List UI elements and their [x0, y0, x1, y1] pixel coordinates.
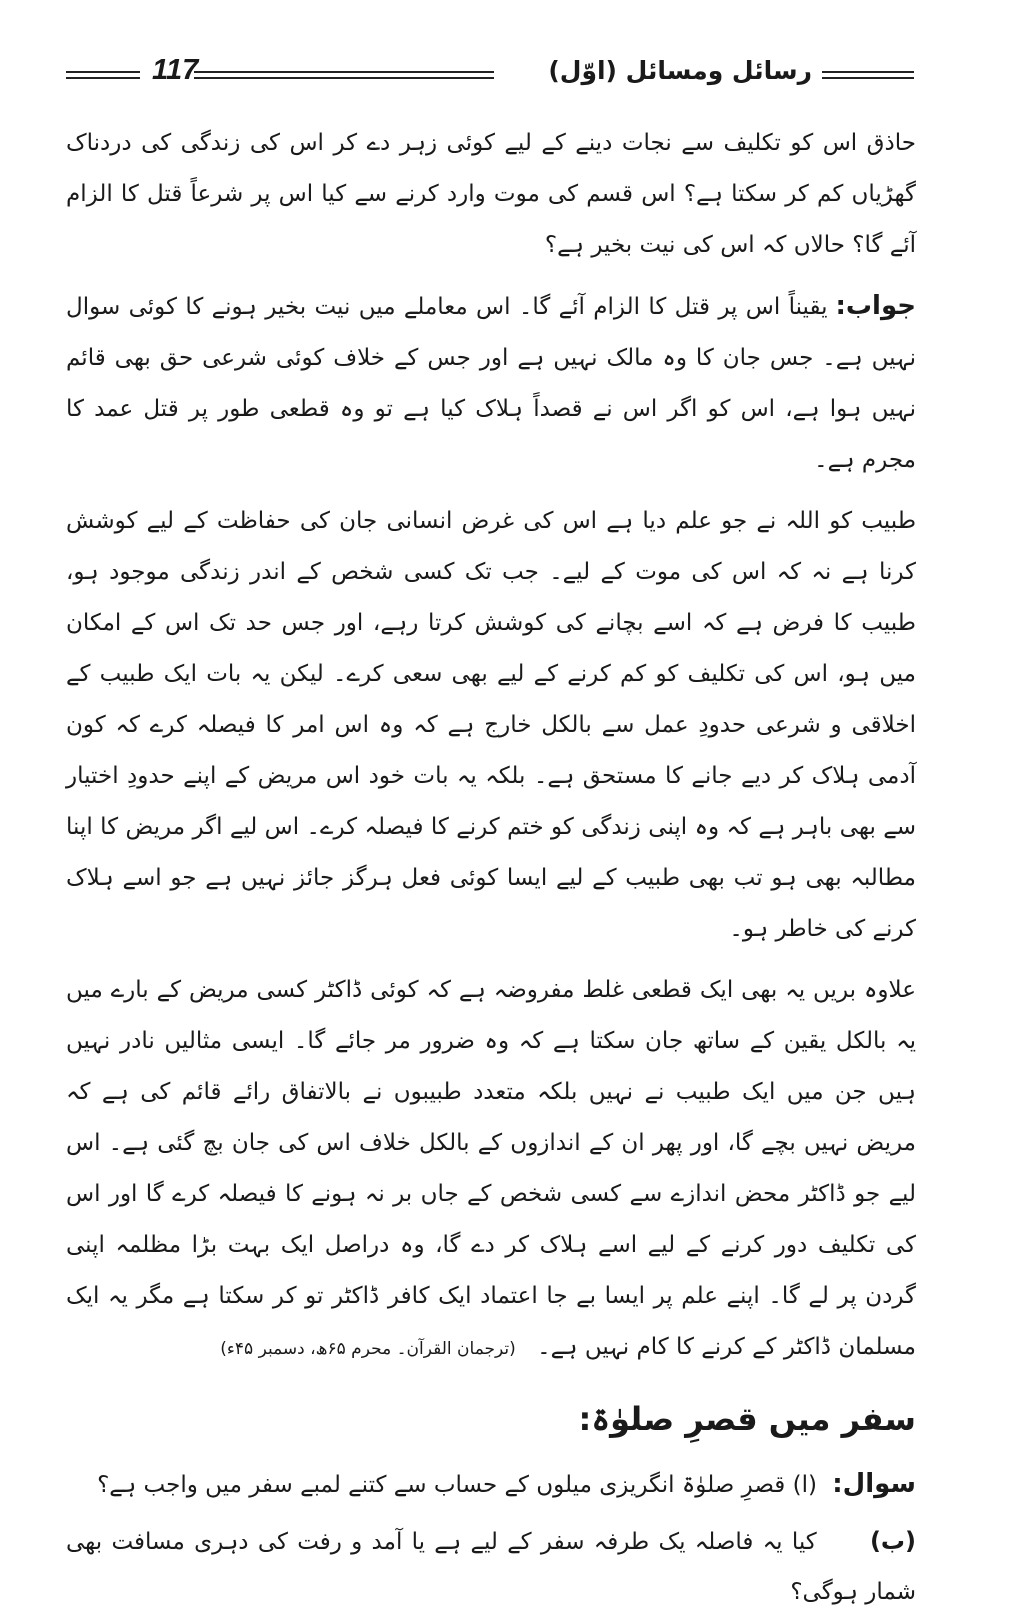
question-a-text: قصرِ صلوٰۃ انگریزی میلوں کے حساب سے کتنے لمبے سفر میں واجب ہے؟ [97, 1472, 786, 1498]
question-part-b [66, 1516, 916, 1617]
paragraph-certainty-text: علاوہ بریں یہ بھی ایک قطعی غلط مفروضہ ہے کہ کوئی ڈاکٹر کسی مریض کے بارے میں یہ بالکل یقین کے ساتھ جان سکتا ہے کہ وہ ضرور مر جائے گا۔ ایسی مثالیں نادر نہیں ہیں جن میں ایک طبیب نے نہیں بلکہ متعدد طبیبوں نے بالاتفاق رائے قائم کی ہے کہ مریض نہیں بچے گا، اور پھر ان کے اندازوں کے بالکل خلاف اس کی جان بچ گئی ہے۔ اس لیے جو ڈاکٹر محض اندازے سے کسی شخص کے جاں بر نہ ہونے کا فیصلہ کرے گا اور اس کی تکلیف دور کرنے کے لیے اسے ہلاک کر دے گا، وہ دراصل ایک بہت بڑا مظلمہ اپنی گردن پر لے گا۔ اپنے علم پر ایسا بے جا اعتماد ایک کافر ڈاکٹر تو کر سکتا ہے مگر یہ ایک مسلمان ڈاکٹر کے کرنے کا کام نہیں ہے۔ [66, 977, 916, 1360]
header-rule [194, 71, 494, 73]
paragraph-certainty [66, 965, 916, 1375]
header-rule [66, 71, 140, 73]
running-title: رسائل ومسائل (اوّل) [548, 56, 812, 85]
question-b-marker: (ب) [869, 1527, 916, 1555]
header-rule [822, 71, 914, 73]
citation: (ترجمان القرآن۔ محرم ۶۵ھ، دسمبر ۴۵ء) [220, 1339, 516, 1359]
answer-text: یقیناً اس پر قتل کا الزام آئے گا۔ اس معاملے میں نیت بخیر ہونے کا کوئی سوال نہیں ہے۔ جس جان کا وہ مالک نہیں ہے اور جس کے خلاف کوئی شرعی حق بھی قائم نہیں ہوا ہے، اس کو اگر اس نے قصداً ہلاک کیا ہے تو وہ قطعی طور پر قتل عمد کا مجرم ہے۔ [66, 294, 916, 473]
question-a-marker: (ا) [792, 1472, 817, 1498]
intro-question: حاذق اس کو تکلیف سے نجات دینے کے لیے کوئی زہر دے کر اس کی زندگی کی دردناک گھڑیاں کم کر سکتا ہے؟ اس قسم کی موت وارد کرنے سے کیا اس پر شرعاً قتل کا الزام آئے گا؟ حالاں کہ اس کی نیت بخیر ہے؟ [66, 130, 916, 258]
body-text [66, 118, 916, 1617]
page-number: 117 [152, 54, 199, 86]
paragraph-physician-duty: طبیب کو اللہ نے جو علم دیا ہے اس کی غرض انسانی جان کی حفاظت کے لیے کوشش کرنا ہے نہ کہ اس کی موت کے لیے۔ جب تک کسی شخص کے اندر زندگی موجود ہو، طبیب کا فرض ہے کہ اسے بچانے کی کوشش کرتا رہے، اور جس حد تک اس کے امکان میں ہو، اس کی تکلیف کو کم کرنے کے لیے بھی سعی کرے۔ لیکن یہ بات ایک طبیب کے اخلاقی و شرعی حدودِ عمل سے بالکل خارج ہے کہ وہ اس امر کا فیصلہ کرے کہ کون آدمی ہلاک کر دیے جانے کا مستحق ہے۔ بلکہ یہ بات خود اس مریض کے اپنے حدودِ اختیار سے بھی باہر ہے کہ وہ اپنی زندگی کو ختم کرنے کا فیصلہ کرے۔ اس لیے اگر مریض کا اپنا مطالبہ بھی ہو تب بھی طبیب کے لیے ایسا کوئی فعل ہرگز جائز نہیں ہے جو اسے ہلاک کرنے کی خاطر ہو۔ [66, 508, 916, 942]
section-title: سفر میں قصرِ صلوٰۃ: [578, 1400, 916, 1438]
answer-label: جواب: [835, 291, 916, 321]
header-rule [66, 77, 140, 79]
answer-paragraph [66, 281, 916, 486]
question-b-text: کیا یہ فاصلہ یک طرفہ سفر کے لیے ہے یا آمد و رفت کی دہری مسافت بھی شمار ہوگی؟ [66, 1529, 916, 1605]
running-header [60, 52, 920, 98]
question-part-a [66, 1459, 916, 1510]
question-label: سوال: [832, 1469, 916, 1499]
header-rule [194, 77, 494, 79]
header-rule [822, 77, 914, 79]
